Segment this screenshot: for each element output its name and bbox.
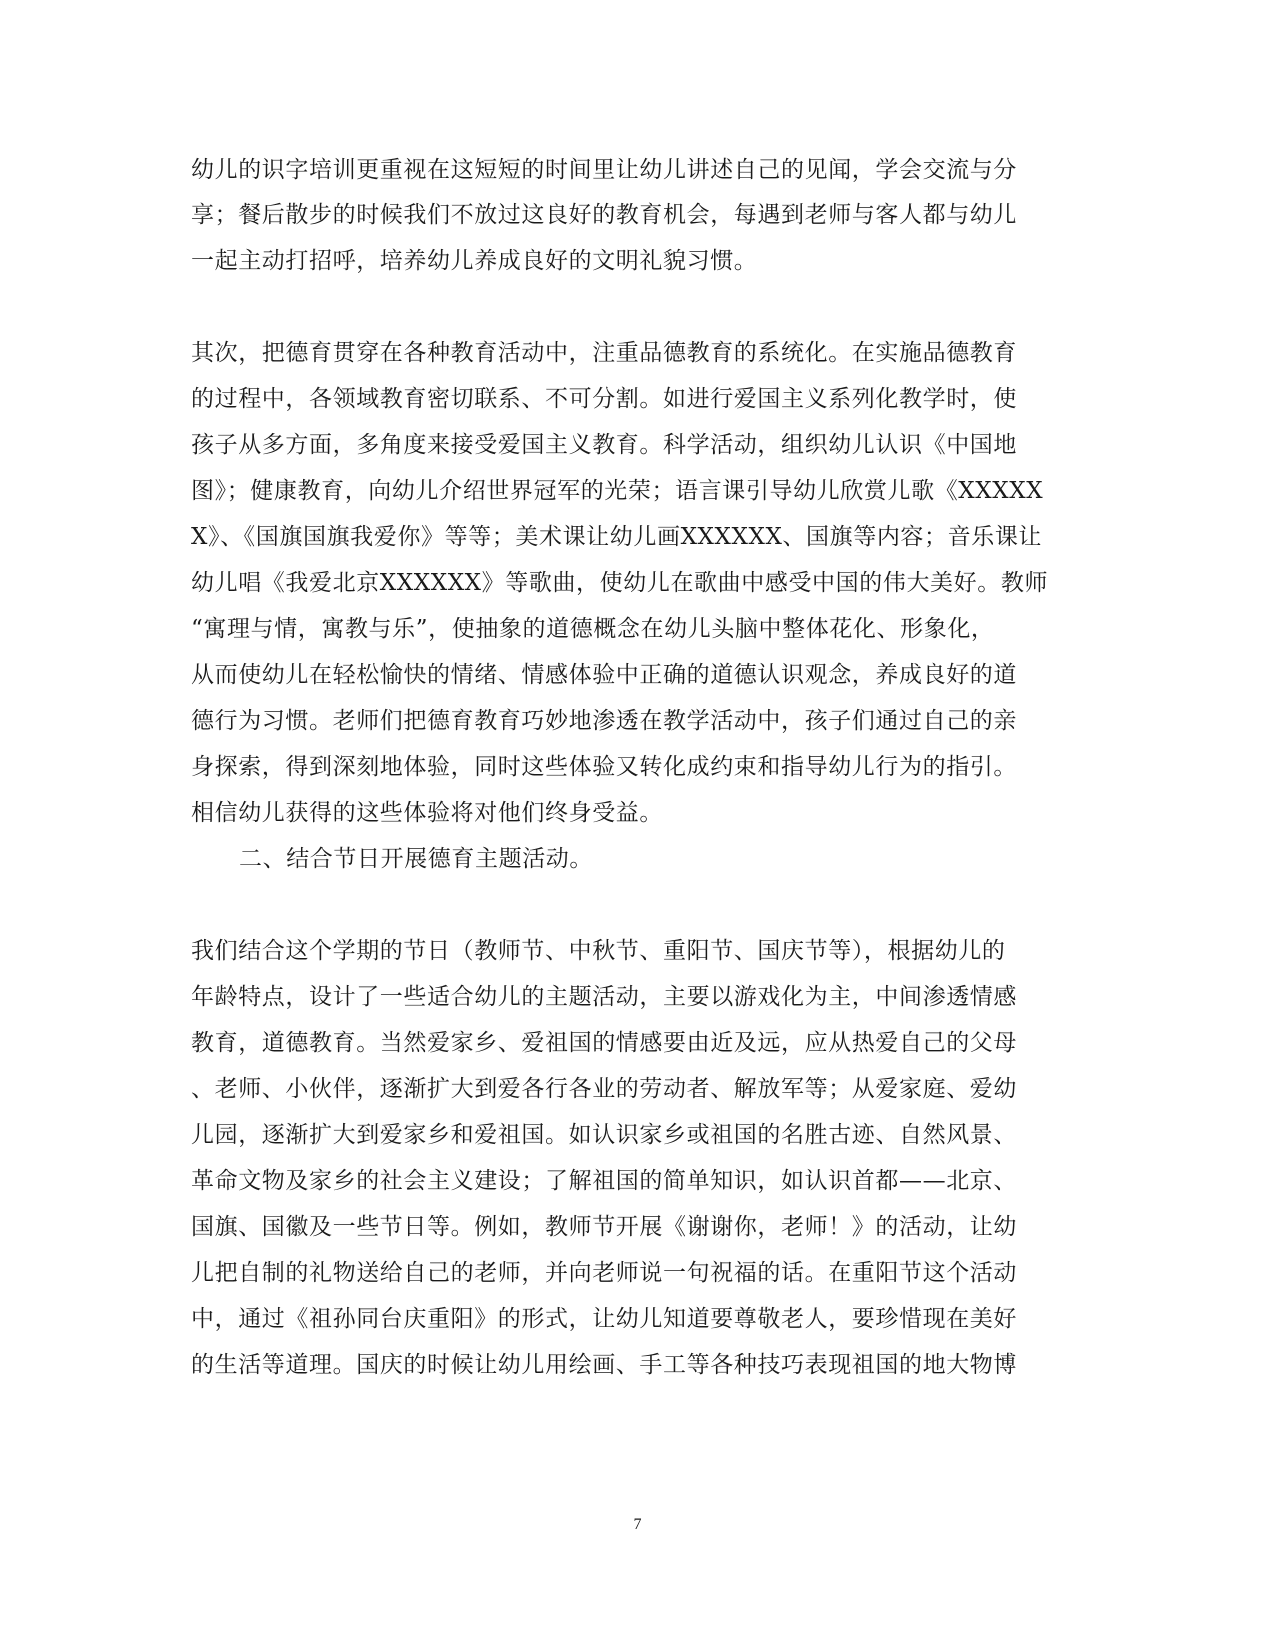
text-line: 其次，把德育贯穿在各种教育活动中，注重品德教育的系统化。在实施品德教育 bbox=[191, 340, 1017, 366]
text-line: 从而使幼儿在轻松愉快的情绪、情感体验中正确的道德认识观念，养成良好的道 bbox=[191, 662, 1017, 688]
text-line: 中，通过《祖孙同台庆重阳》的形式，让幼儿知道要尊敬老人，要珍惜现在美好 bbox=[191, 1306, 1017, 1332]
text-line: 儿把自制的礼物送给自己的老师，并向老师说一句祝福的话。在重阳节这个活动 bbox=[191, 1260, 1017, 1286]
text-line: “寓理与情，寓教与乐”，使抽象的道德概念在幼儿头脑中整体花化、形象化， bbox=[191, 616, 995, 642]
text-line: 的过程中，各领域教育密切联系、不可分割。如进行爱国主义系列化教学时，使 bbox=[191, 386, 1017, 412]
text-line: 一起主动打招呼，培养幼儿养成良好的文明礼貌习惯。 bbox=[191, 248, 758, 274]
text-line: X》、《国旗国旗我爱你》等等；美术课让幼儿画XXXXXX、国旗等内容；音乐课让 bbox=[191, 524, 1043, 550]
text-line: 身探索，得到深刻地体验，同时这些体验又转化成约束和指导幼儿行为的指引。 bbox=[191, 754, 1017, 780]
page-number: 7 bbox=[633, 1516, 642, 1533]
text-line: 革命文物及家乡的社会主义建设；了解祖国的简单知识，如认识首都——北京、 bbox=[191, 1168, 1017, 1194]
text-line: 幼儿的识字培训更重视在这短短的时间里让幼儿讲述自己的见闻，学会交流与分 bbox=[191, 157, 1017, 183]
text-line: 、老师、小伙伴，逐渐扩大到爱各行各业的劳动者、解放军等；从爱家庭、爱幼 bbox=[191, 1076, 1017, 1102]
text-line: 德行为习惯。老师们把德育教育巧妙地渗透在教学活动中，孩子们通过自己的亲 bbox=[191, 708, 1017, 734]
text-line: 幼儿唱《我爱北京XXXXXX》等歌曲，使幼儿在歌曲中感受中国的伟大美好。教师 bbox=[191, 570, 1049, 596]
section-heading: 二、结合节日开展德育主题活动。 bbox=[239, 846, 593, 872]
text-line: 相信幼儿获得的这些体验将对他们终身受益。 bbox=[191, 800, 663, 826]
text-line: 孩子从多方面，多角度来接受爱国主义教育。科学活动，组织幼儿认识《中国地 bbox=[191, 432, 1017, 458]
text-line: 我们结合这个学期的节日（教师节、中秋节、重阳节、国庆节等），根据幼儿的 bbox=[191, 938, 1006, 964]
text-line: 儿园，逐渐扩大到爱家乡和爱祖国。如认识家乡或祖国的名胜古迹、自然风景、 bbox=[191, 1122, 1017, 1148]
text-line: 年龄特点，设计了一些适合幼儿的主题活动，主要以游戏化为主，中间渗透情感 bbox=[191, 984, 1017, 1010]
text-line: 国旗、国徽及一些节日等。例如，教师节开展《谢谢你，老师！》的活动，让幼 bbox=[191, 1214, 1017, 1240]
text-line: 享；餐后散步的时候我们不放过这良好的教育机会，每遇到老师与客人都与幼儿 bbox=[191, 202, 1017, 228]
text-line: 图》；健康教育，向幼儿介绍世界冠军的光荣；语言课引导幼儿欣赏儿歌《XXXXX bbox=[191, 478, 1044, 504]
text-line: 的生活等道理。国庆的时候让幼儿用绘画、手工等各种技巧表现祖国的地大物博 bbox=[191, 1352, 1017, 1378]
text-line: 教育，道德教育。当然爱家乡、爱祖国的情感要由近及远，应从热爱自己的父母 bbox=[191, 1030, 1017, 1056]
